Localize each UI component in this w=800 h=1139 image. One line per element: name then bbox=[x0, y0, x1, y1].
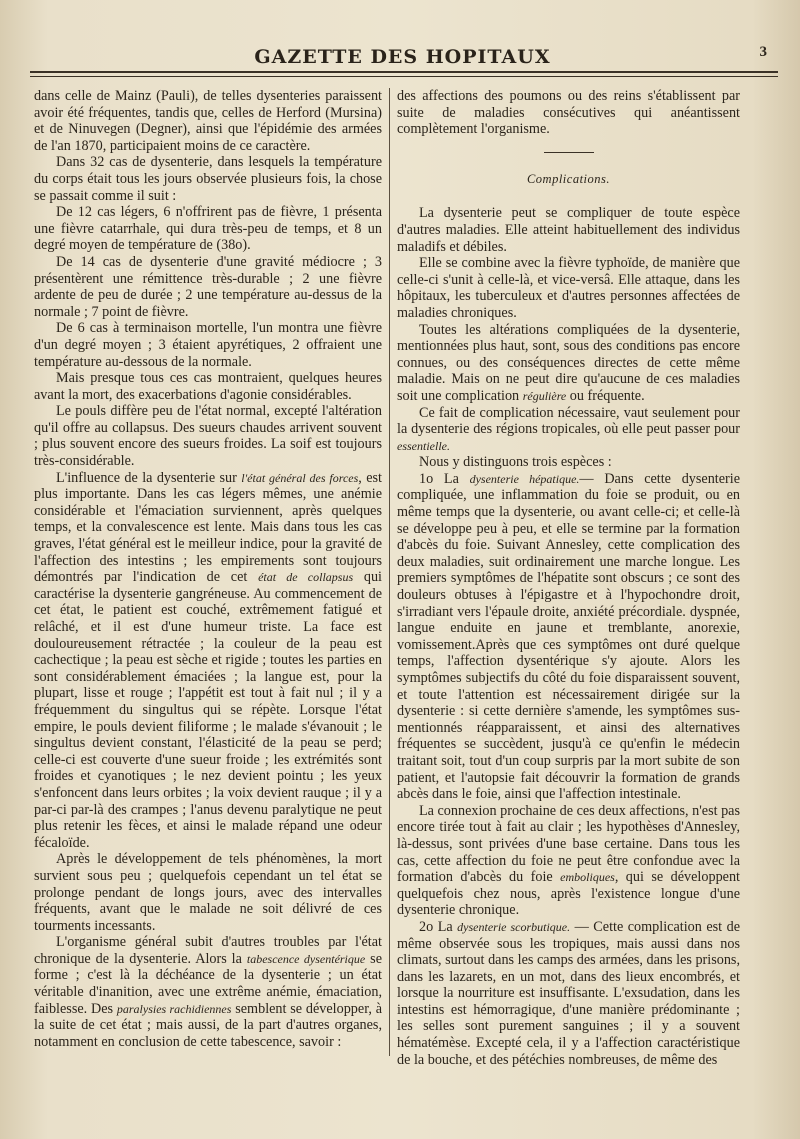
left-column bbox=[34, 88, 382, 1050]
text-run: — Cette complication est de même observée sous les tropiques, mais aussi dans nos climats, surtout dans les camps des armées, dans les prisons, dans les lazarets, en un mot, dans des lieux encombrés, et lorsque la nourriture est insuffisante. L'exsudation, dans les intestins est hémorragique, d'une manière prédominante ; les selles sont purement sanguines ; il y a souvent hématémèse. Excepté cela, il y a l'affection caractéristique de la bouche, et des pétéchies nombreuses, de même des bbox=[397, 918, 740, 1068]
paragraph bbox=[397, 471, 740, 803]
italic-term: l'état général des forces bbox=[241, 470, 359, 485]
text-run: semblent se développer, à la suite de cet état ; mais aussi, de la part d'autres organes, notamment en conclusion de cette tabescence, savoir : bbox=[34, 1000, 382, 1050]
header-rule bbox=[30, 71, 778, 73]
italic-term: paralysies rachidiennes bbox=[116, 1001, 232, 1016]
text-run: L'organisme général subit d'autres troubles par l'état chronique de la dysenterie. Alors la bbox=[34, 934, 382, 967]
italic-term: emboliques bbox=[560, 870, 615, 885]
text-run: La connexion prochaine de ces deux affections, n'est pas encore tirée tout à fait au clair ; les hypothèses d'Annesley, là-dessus, sont privées d'une base certaine. Dans tous les cas, cette affection du foie ne peut être confondue avec la formation d'abcès du foie bbox=[397, 802, 740, 886]
paragraph: des affections des poumons ou des reins s'établissent par suite de maladies consécutives qui anéantissent complètement l'organisme. bbox=[397, 88, 740, 138]
paragraph: Elle se combine avec la fièvre typhoïde, de manière que celle-ci s'unit à celle-là, et vice-versâ. Elle attaque, dans les hôpitaux, les tuberculeux et d'autres personnes affectées de maladies chroniques. bbox=[397, 255, 740, 321]
paragraph: Dans 32 cas de dysenterie, dans lesquels la température du corps était tous les jours observée plusieurs fois, la chose se passait comme il suit : bbox=[34, 154, 382, 204]
italic-term: régulière bbox=[522, 388, 567, 403]
text-run: , qui se développent quelquefois chez nous, après l'existence longue d'une dysenterie chronique. bbox=[397, 869, 740, 919]
text-run: ou fréquente. bbox=[566, 387, 645, 404]
paragraph: dans celle de Mainz (Pauli), de telles dysenteries paraissent avoir été fréquentes, tandis que, celles de Herford (Mursina) et de Ninuvegen (Degner), ainsi que l'épidémie des armées de l'an 1870, participaient moins de ce caractère. bbox=[34, 88, 382, 154]
paragraph: De 14 cas de dysenterie d'une gravité médiocre ; 3 présentèrent une rémittence très-durable ; 2 une fièvre ardente de peu de durée ; 2 une température au-dessus de la normale ; 7 point de fièvre. bbox=[34, 253, 382, 320]
masthead-title: GAZETTE DES HOPITAUX bbox=[254, 46, 551, 68]
paragraph: Après le développement de tels phénomènes, la mort survient sous peu ; quelquefois cependant un tel état se prolonge pendant de longs jours, avec des intervalles fréquents, avant que le malade ne soit délivré de ces tourments incessants. bbox=[34, 851, 382, 934]
paragraph: Le pouls diffère peu de l'état normal, excepté l'altération qu'il offre au collapsus. Des sueurs chaudes arrivent souvent ; plus souvent encore des sueurs froides. La soif est toujours très-considérable. bbox=[34, 403, 382, 470]
paragraph bbox=[34, 934, 382, 1050]
paragraph bbox=[397, 803, 740, 919]
section-title: Complications. bbox=[526, 171, 611, 186]
text-run: — Dans cette dysenterie compliquée, une inflammation du foie se produit, ou en même temps que la dysenterie, ou avant celle-ci; et celle-là se développe peu à peu, et elle se termine par la formation d'abcès du foie. Suivant Annesley, cette complication des deux maladies, suit ordinairement une marche longue. Les premiers symptômes de l'hépatite sont obscurs ; ce sont des douleurs obtuses à l'épigastre et à l'hypochondre droit, s'irradiant vers l'épaule droite, anxiété précordiale. dyspnée, langue enduite en jaune et tremblante, anorexie, vomissement.Après que ces symptômes ont duré quelque temps, l'affection dysentérique s'y ajoute. Alors les symptômes subjectifs du côté du foie disparaissent souvent, et toute l'attention est nécessairement dirigée sur la dysenterie : si cette dernière s'amende, les symptômes sus-mentionnés réapparaissent, et ainsi des alternatives fréquentes se succèdent, jusqu'à ce qu'enfin le médecin traitant soit, tout d'un coup surpris par la mort subite de son patient, et l'autopsie fait découvrir la formation de grands abcès dans le foie, ainsi que l'affection intestinale. bbox=[397, 470, 740, 803]
italic-term: état de collapsus bbox=[258, 570, 354, 585]
column-divider bbox=[389, 88, 390, 1056]
section-separator bbox=[544, 152, 594, 153]
italic-term: essentielle. bbox=[397, 438, 450, 453]
paragraph bbox=[397, 919, 740, 1068]
italic-term: dysenterie scorbutique. bbox=[457, 919, 571, 934]
paragraph bbox=[397, 405, 740, 455]
page-number: 3 bbox=[759, 44, 767, 60]
text-run: Ce fait de complication nécessaire, vaut seulement pour la dysenterie des régions tropicales, où elle peut passer pour bbox=[397, 404, 740, 438]
paragraph: Mais presque tous ces cas montraient, quelques heures avant la mort, des exacerbations d'agonie considérables. bbox=[34, 370, 382, 403]
italic-term: dysenterie hépatique. bbox=[469, 471, 580, 486]
paragraph: De 12 cas légers, 6 n'offrirent pas de fièvre, 1 présenta une fièvre catarrhale, qui dura très-peu de temps, et 8 un degré moyen de température de (38o). bbox=[34, 204, 382, 254]
text-run: , est plus importante. Dans les cas légers mêmes, une anémie considérable et l'émaciation surviennent, après quelques temps, et la convalescence est lente. Mais dans tous les cas graves, l'état général est le meilleur indice, pour la gravité de l'affection des intestins ; les empirements sont toujours démontrés par l'indication de cet bbox=[34, 469, 382, 586]
text-run: L'influence de la dysenterie sur bbox=[56, 469, 242, 486]
italic-term: tabescence dysentérique bbox=[246, 951, 366, 966]
header-rule-thin bbox=[30, 76, 778, 77]
text-run: 1o La bbox=[419, 470, 470, 487]
paragraph: Nous y distinguons trois espèces : bbox=[419, 454, 612, 471]
paragraph: La dysenterie peut se compliquer de toute espèce d'autres maladies. Elle atteint habituellement des individus maladifs et débiles. bbox=[397, 205, 740, 255]
text-run: 2o La bbox=[419, 918, 458, 935]
paragraph bbox=[397, 322, 740, 405]
paragraph bbox=[34, 470, 382, 852]
text-run: qui caractérise la dysenterie gangréneuse. Au commencement de cet état, le patient est couché, extrêmement fatigué et relâché, et il est d'une humeur triste. La face est douloureusement rétractée ; la couleur de la peau est cachectique ; la peau est sèche et rigide ; toutes les parties en sont considérablement émaciées ; la langue est, pour la plupart, lisse et rouge ; l'appétit est tout à fait nul ; il y a fréquemment du singultus qui se répète. Lorsque l'état empire, le pouls devient filiforme ; le malade s'évanouit ; le singultus devient constant, l'élasticité de la peau se perd; celle-ci est couverte d'une sueur froide ; les extrémités sont froides et cyanotiques ; le nez devient pointu ; les yeux s'enfoncent dans leurs orbites ; la voix devient rauque ; il y a par-ci par-là des crampes ; l'anus devenu paralytique ne peut plus retenir les fèces, et ainsi le malade répand une odeur fécaloïde. bbox=[34, 569, 382, 851]
paragraph: De 6 cas à terminaison mortelle, l'un montra une fièvre d'un degré moyen ; 3 étaient apyrétiques, 2 offraient une température au-dessous de la normale. bbox=[34, 320, 382, 370]
text-run: se forme ; c'est là la déchéance de la dysenterie ; un état véritable d'inanition, avec une extrême anémie, émaciation, faiblesse. Des bbox=[34, 950, 382, 1017]
text-run: Toutes les altérations compliquées de la dysenterie, mentionnées plus haut, sont, sous des conditions pas encore connues, ou des conséquences directes de cette même maladie. Mais on ne peut dire qu'aucune de ces maladies soit une complication bbox=[397, 321, 740, 404]
right-column bbox=[397, 88, 740, 1068]
